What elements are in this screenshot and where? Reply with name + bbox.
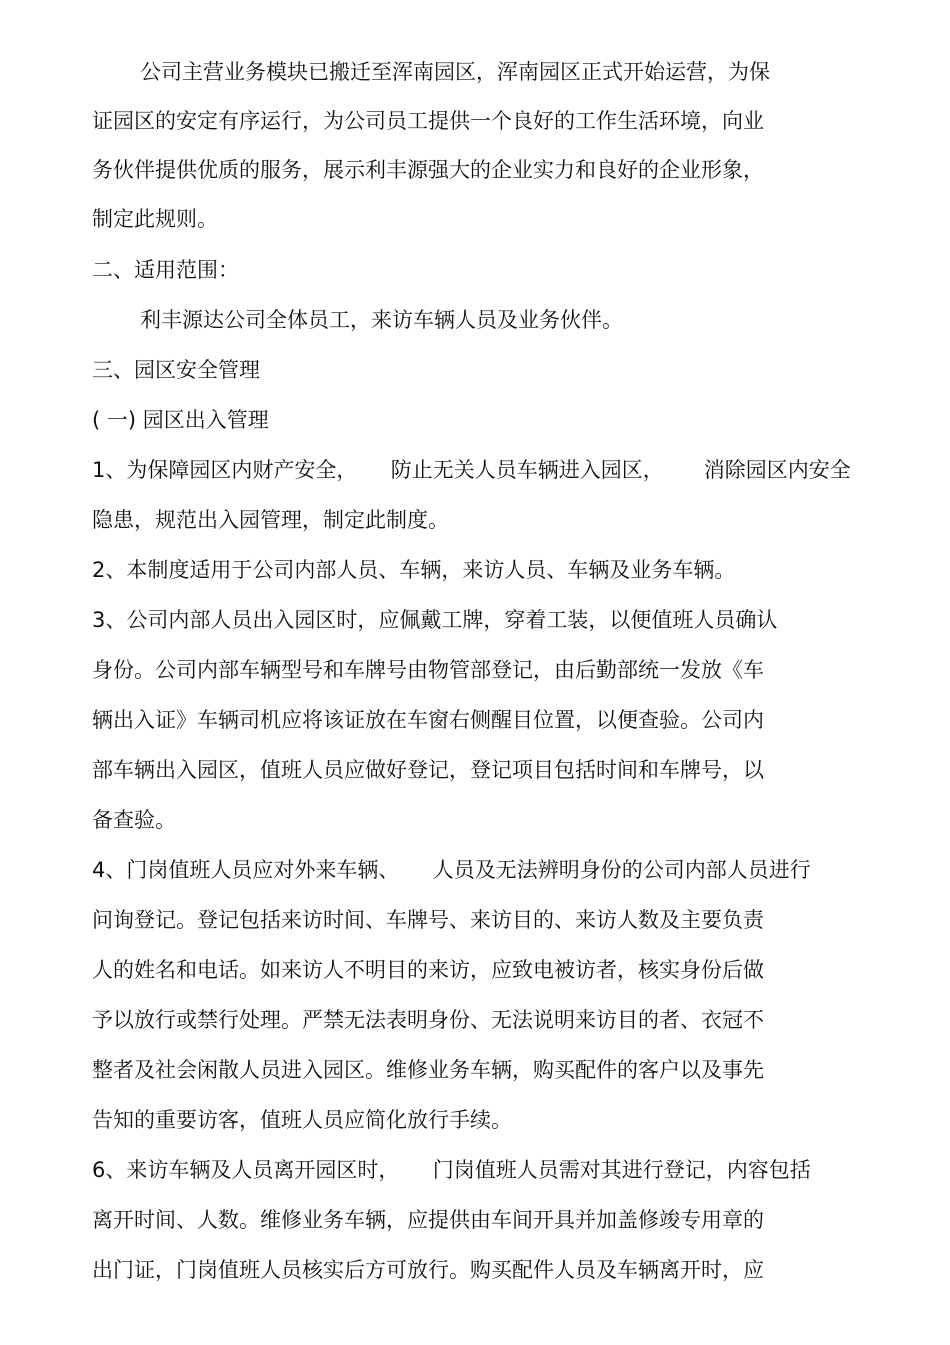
- item-4-line-4: 予以放行或禁行处理。严禁无法表明身份、无法说明来访目的者、衣冠不: [92, 1008, 764, 1032]
- paragraph-intro-line-1: 公司主营业务模块已搬迁至浑南园区，浑南园区正式开始运营，为保: [140, 60, 770, 84]
- section-heading-scope: 二、适用范围：: [92, 258, 239, 282]
- paragraph-intro-line-4: 制定此规则。: [92, 207, 218, 231]
- section-heading-safety: 三、园区安全管理: [92, 358, 260, 382]
- item-1-line-2: 隐患，规范出入园管理，制定此制度。: [92, 508, 449, 532]
- scope-text: 利丰源达公司全体员工，来访车辆人员及业务伙伴。: [140, 308, 623, 332]
- item-3-line-4: 部车辆出入园区，值班人员应做好登记，登记项目包括时间和车牌号，以: [92, 758, 764, 782]
- item-4-line-6: 告知的重要访客，值班人员应简化放行手续。: [92, 1108, 512, 1132]
- item-3-line-2: 身份。公司内部车辆型号和车牌号由物管部登记，由后勤部统一发放《车: [92, 658, 764, 682]
- item-3-line-1: 3、公司内部人员出入园区时，应佩戴工牌，穿着工装，以便值班人员确认: [92, 608, 778, 632]
- item-4-line-2: 问询登记。登记包括来访时间、车牌号、来访目的、来访人数及主要负责: [92, 908, 764, 932]
- item-2-line-1: 2、本制度适用于公司内部人员、车辆，来访人员、车辆及业务车辆。: [92, 558, 736, 582]
- item-3-line-5: 备查验。: [92, 808, 176, 832]
- item-4-line-5: 整者及社会闲散人员进入园区。维修业务车辆，购买配件的客户以及事先: [92, 1058, 764, 1082]
- paragraph-intro-line-3: 务伙伴提供优质的服务，展示利丰源强大的企业实力和良好的企业形象，: [92, 158, 764, 182]
- item-6-line-3: 出门证，门岗值班人员核实后方可放行。购买配件人员及车辆离开时，应: [92, 1258, 764, 1282]
- paragraph-intro-line-2: 证园区的安定有序运行，为公司员工提供一个良好的工作生活环境，向业: [92, 109, 764, 133]
- item-6-line-1: 6、来访车辆及人员离开园区时， 门岗值班人员需对其进行登记，内容包括: [92, 1158, 811, 1182]
- subsection-heading-access: ( 一) 园区出入管理: [92, 408, 269, 432]
- item-3-line-3: 辆出入证》车辆司机应将该证放在车窗右侧醒目位置，以便查验。公司内: [92, 708, 764, 732]
- item-4-line-1: 4、门岗值班人员应对外来车辆、 人员及无法辨明身份的公司内部人员进行: [92, 858, 811, 882]
- item-1-line-1: 1、为保障园区内财产安全， 防止无关人员车辆进入园区， 消除园区内安全: [92, 458, 851, 482]
- item-6-line-2: 离开时间、人数。维修业务车辆，应提供由车间开具并加盖修竣专用章的: [92, 1208, 764, 1232]
- item-4-line-3: 人的姓名和电话。如来访人不明目的来访，应致电被访者，核实身份后做: [92, 958, 764, 982]
